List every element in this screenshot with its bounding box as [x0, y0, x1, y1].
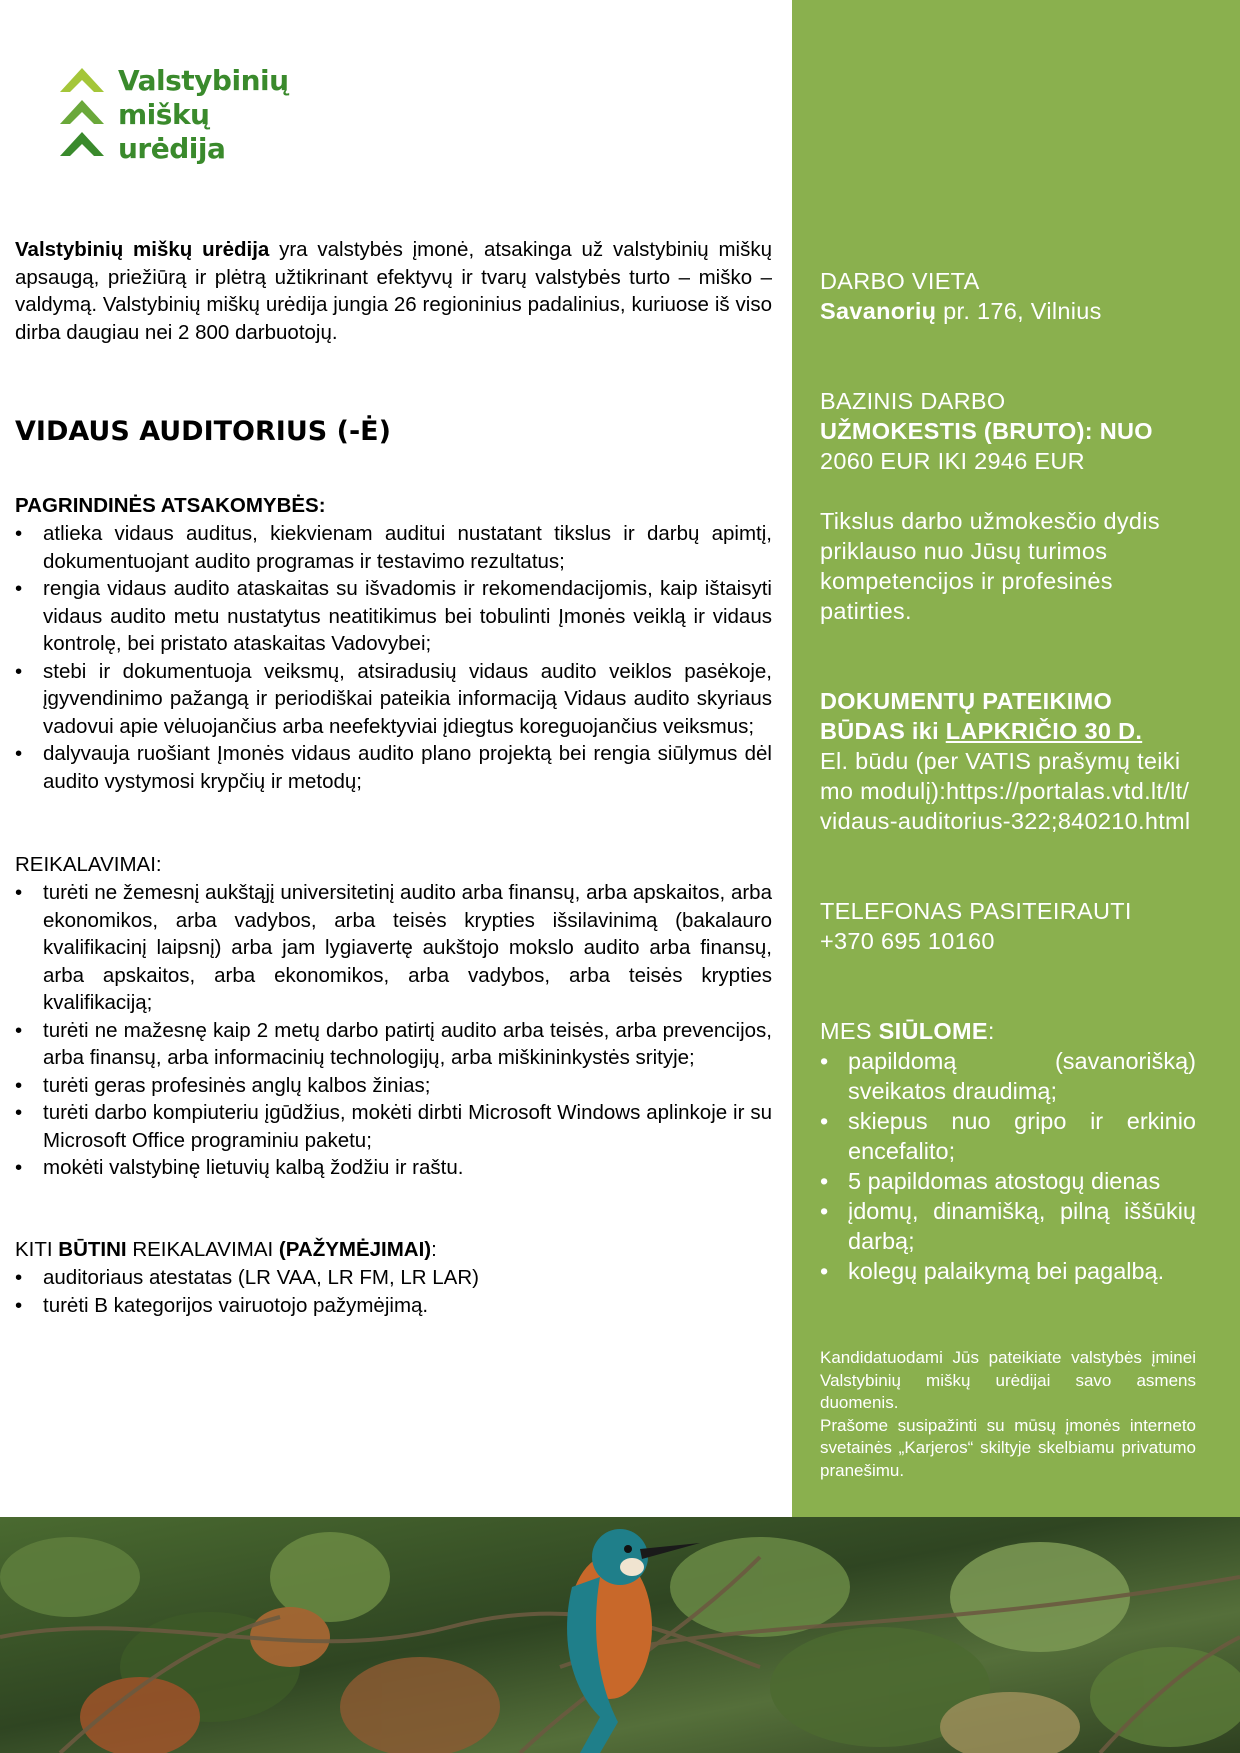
logo-line-1: Valstybinių	[118, 64, 289, 97]
workplace-street: Savanorių	[820, 298, 937, 324]
list-item: • kolegų palaikymą bei pagalbą.	[820, 1256, 1196, 1286]
list-item: • auditoriaus atestatas (LR VAA, LR FM, LR LAR)	[15, 1264, 772, 1292]
list-item: • turėti B kategorijos vairuotojo pažymėjimą.	[15, 1292, 772, 1320]
heading-part: KITI	[15, 1238, 59, 1261]
workplace-block	[820, 266, 1196, 326]
list-item: • rengia vidaus audito ataskaitas su išvadomis ir rekomendacijomis, kaip ištaisyti vidaus audito metu nustatytus neatitikimus bei tobulinti Įmonės veiklą ir vidaus kontrolę, bei pristato ataskaitas Vadovybei;	[15, 575, 772, 658]
job-title: VIDAUS AUDITORIUS (-Ė)	[15, 416, 391, 447]
offer-bold: SIŪLOME	[878, 1018, 988, 1044]
salary-block	[820, 386, 1196, 476]
documents-block	[820, 686, 1196, 836]
logo-line-2: miškų	[118, 98, 210, 131]
offer-list	[820, 1046, 1196, 1286]
phone-number[interactable]: +370 695 10160	[820, 928, 995, 954]
list-item: • dalyvauja ruošiant Įmonės vidaus audito plano projektą bei rengia siūlymus dėl audito vystymosi krypčių ir metodų;	[15, 740, 772, 795]
offer-prefix: MES	[820, 1018, 879, 1044]
heading-bold: (PAŽYMĖJIMAI)	[278, 1238, 432, 1261]
privacy-text-2: Prašome susipažinti su mūsų įmonės interneto svetainės „Karjeros“ skiltyje skelbiamu privatumo pranešimu.	[820, 1415, 1196, 1480]
list-item: • atlieka vidaus auditus, kiekvienam auditui nustatant tikslus ir darbų apimtį, dokumentuojant audito programas ir testavimo rezultatus;	[15, 520, 772, 575]
documents-heading-text: BŪDAS iki	[820, 718, 946, 744]
workplace-address	[820, 296, 1196, 326]
privacy-notice	[820, 1347, 1196, 1482]
list-item: • papildomą (savanorišką) sveikatos draudimą;	[820, 1046, 1196, 1106]
privacy-text: Kandidatuodami Jūs pateikiate valstybės įminei Valstybinių miškų urėdijai savo asmens duomenis.	[820, 1348, 1196, 1412]
requirements-list	[15, 879, 772, 1182]
intro-text: yra valstybės įmonė, atsakinga už valstybinių miškų apsaugą, priežiūrą ir plėtrą užtikrinant efektyvų ir tvarų valstybės turto – miško – valdymą. Valstybinių miškų urėdija jungia 26 regioninius padalinius, kuriuose iš viso dirba daugiau nei 2 800 darbuotojų.	[15, 238, 772, 344]
list-item: • stebi ir dokumentuoja veiksmų, atsiradusių vidaus audito veiklos pasėkoje, įgyvendinimo pažangą ir periodiškai pateikia informaciją Vidaus audito skyriaus vadovui apie vėluojančius arba neefektyviai įdiegtus koreguojančius veiksmus;	[15, 658, 772, 741]
documents-method[interactable]: El. būdu (per VATIS prašymų teikimo modulį):https://portalas.vtd.lt/lt/vidaus-auditorius-322;840210.html	[820, 748, 1191, 834]
intro-paragraph	[15, 236, 772, 346]
list-item: • turėti ne žemesnį aukštąjį universitetinį audito arba finansų, arba apskaitos, arba ekonomikos, arba vadybos, arba teisės krypties išsilavinimą (bakalauro kvalifikacinį laipsnį) arba jam lygiavertę aukštojo mokslo audito arba finansų, arba apskaitos, arba ekonomikos, arba vadybos, arba teisės krypties kvalifikaciją;	[15, 879, 772, 1017]
list-item: • turėti ne mažesnę kaip 2 metų darbo patirtį audito arba teisės, arba prevencijos, arba finansų, arba informacinių technologijų, arba miškininkystės srityje;	[15, 1017, 772, 1072]
logo-text	[118, 64, 289, 166]
heading-part: REIKALAVIMAI	[126, 1238, 279, 1261]
list-item: • turėti geras profesinės anglų kalbos žinias;	[15, 1072, 772, 1100]
offer-heading	[820, 1016, 1196, 1046]
info-sidebar	[792, 0, 1240, 1517]
kingfisher-photo	[0, 1517, 1240, 1753]
kingfisher-image	[0, 1517, 1240, 1753]
list-item: • mokėti valstybinę lietuvių kalbą žodžiu ir raštu.	[15, 1154, 772, 1182]
tree-logo-icon	[54, 62, 110, 166]
logo	[54, 62, 294, 182]
deadline-link[interactable]: LAPKRIČIO 30 D.	[945, 718, 1143, 744]
list-item: • turėti darbo kompiuteriu įgūdžius, mokėti dirbti Microsoft Windows aplinkoje ir su Microsoft Office programiniu paketu;	[15, 1099, 772, 1154]
list-item: • 5 papildomas atostogų dienas	[820, 1166, 1196, 1196]
list-item: • skiepus nuo gripo ir erkinio encefalito;	[820, 1106, 1196, 1166]
workplace-rest: pr. 176, Vilnius	[936, 298, 1102, 324]
salary-bold: UŽMOKESTIS (BRUTO): NUO	[820, 418, 1153, 444]
salary-note: Tikslus darbo užmokesčio dydis priklauso nuo Jūsų turimos kompetencijos ir profesinės patirties.	[820, 508, 1160, 624]
other-requirements-heading	[15, 1236, 772, 1264]
documents-heading-2	[820, 716, 1196, 746]
requirements-heading: REIKALAVIMAI:	[15, 853, 162, 876]
phone-block	[820, 896, 1196, 956]
salary-range: 2060 EUR IKI 2946 EUR	[820, 448, 1085, 474]
salary-label: BAZINIS DARBO	[820, 388, 1006, 414]
heading-bold: BŪTINI	[58, 1238, 127, 1261]
org-name: Valstybinių miškų urėdija	[15, 238, 270, 261]
workplace-label: DARBO VIETA	[820, 268, 980, 294]
offer-suffix: :	[987, 1018, 995, 1044]
phone-label: TELEFONAS PASITEIRAUTI	[820, 898, 1132, 924]
list-item: • įdomų, dinamišką, pilną iššūkių darbą;	[820, 1196, 1196, 1256]
documents-heading: DOKUMENTŲ PATEIKIMO	[820, 688, 1113, 714]
other-requirements-list	[15, 1264, 772, 1319]
heading-part: :	[431, 1238, 437, 1261]
responsibilities-heading: PAGRINDINĖS ATSAKOMYBĖS:	[15, 494, 326, 517]
responsibilities-list	[15, 520, 772, 795]
logo-line-3: urėdija	[118, 132, 226, 165]
